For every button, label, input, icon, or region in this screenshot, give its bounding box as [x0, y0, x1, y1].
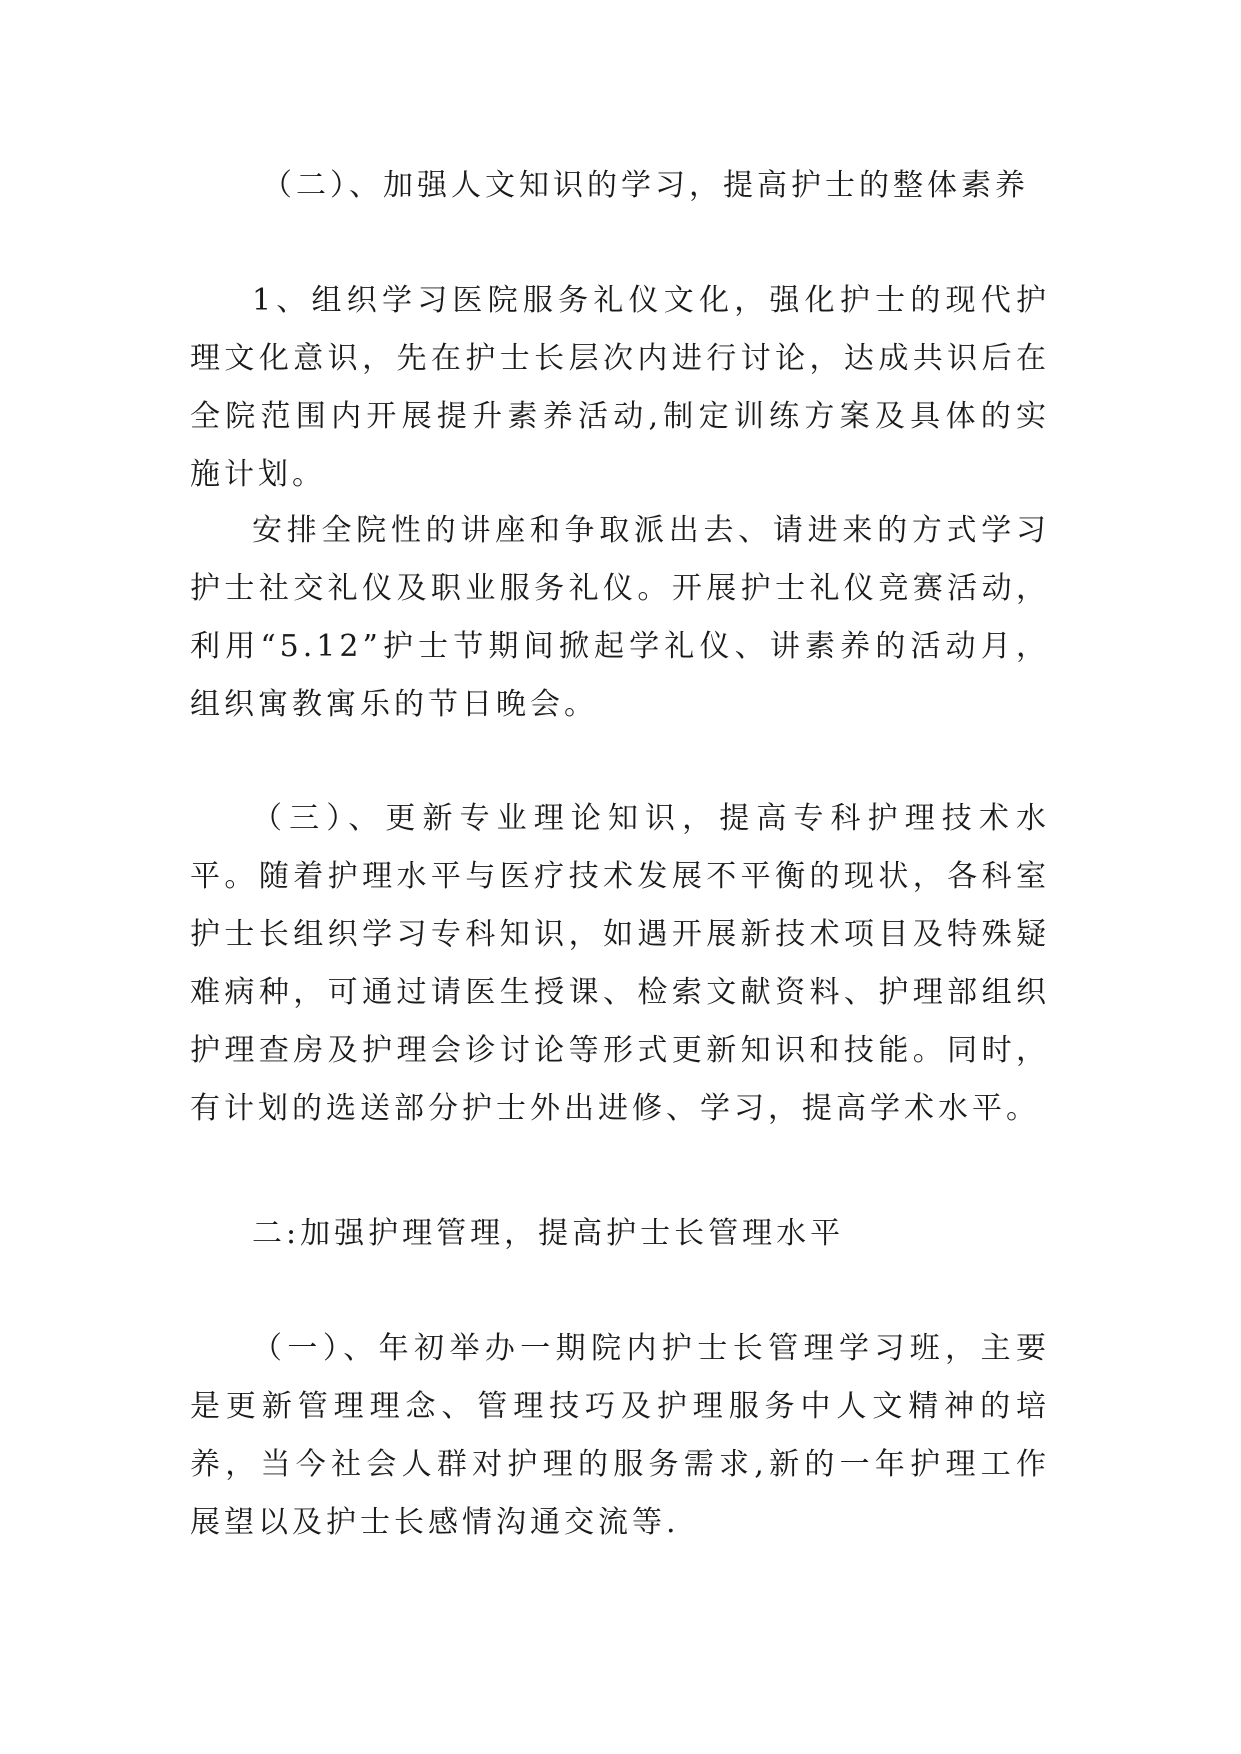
paragraph-professional-knowledge: （三）、更新专业理论知识，提高专科护理技术水平。随着护理水平与医疗技术发展不平衡的现状，各科室护士长组织学习专科知识，如遇开展新技术项目及特殊疑难病种，可通过请医生授课、检索文献资料、护理部组织护理查房及护理会诊讨论等形式更新知识和技能。同时，有计划的选送部分护士外出进修、学习，提高学术水平。 — [190, 801, 1050, 1126]
section-heading-management: 二:加强护理管理，提高护士长管理水平 — [252, 1216, 845, 1251]
subheading-humanities: （二）、加强人文知识的学习，提高护士的整体素养 — [262, 168, 1029, 203]
paragraph-etiquette-culture: 1、组织学习医院服务礼仪文化，强化护士的现代护理文化意识，先在护士长层次内进行讨论，达成共识后在全院范围内开展提升素养活动,制定训练方案及具体的实施计划。 — [190, 283, 1050, 492]
paragraph-head-nurse-training: （一）、年初举办一期院内护士长管理学习班，主要是更新管理理念、管理技巧及护理服务中人文精神的培养，当今社会人群对护理的服务需求,新的一年护理工作展望以及护士长感情沟通交流等. — [190, 1331, 1050, 1540]
paragraph-lectures-etiquette: 安排全院性的讲座和争取派出去、请进来的方式学习护士社交礼仪及职业服务礼仪。开展护士礼仪竞赛活动，利用“5.12”护士节期间掀起学礼仪、讲素养的活动月，组织寓教寓乐的节日晚会。 — [190, 513, 1050, 722]
